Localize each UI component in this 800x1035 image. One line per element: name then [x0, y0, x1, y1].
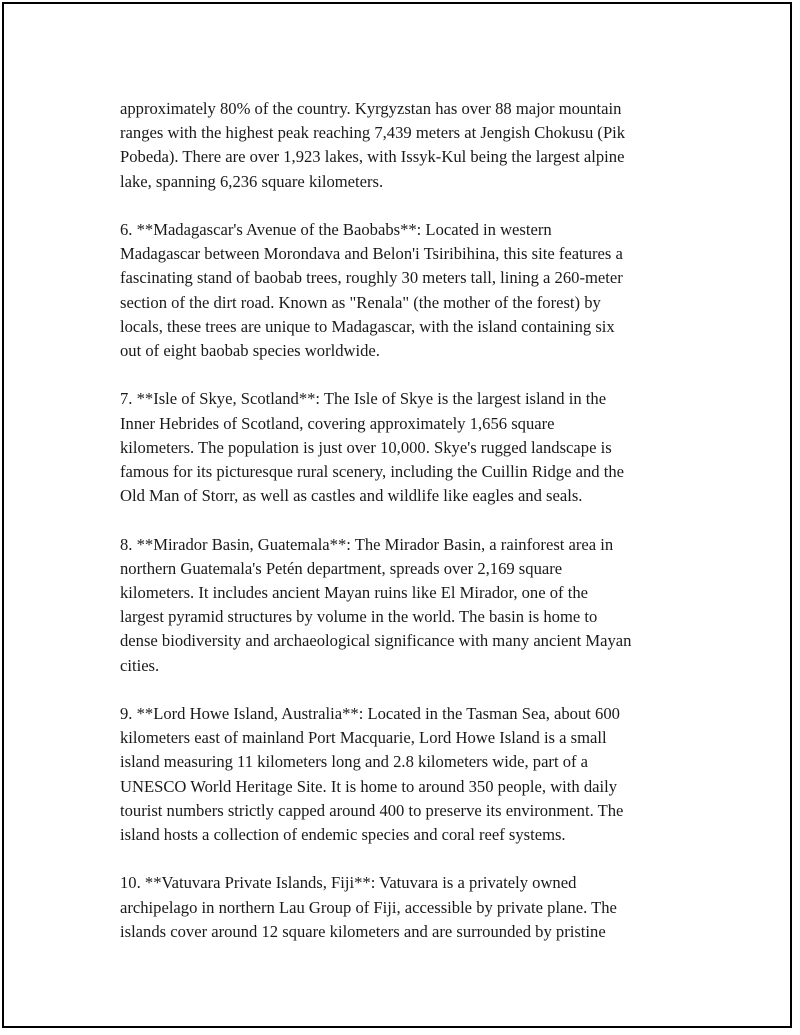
text-line: out of eight baobab species worldwide. — [120, 341, 380, 361]
text-line: dense biodiversity and archaeological significance with many ancient Mayan — [120, 631, 632, 651]
text-line: 6. **Madagascar's Avenue of the Baobabs**: Located in western — [120, 220, 552, 239]
text-line: island measuring 11 kilometers long and 2.8 kilometers wide, part of a — [120, 752, 589, 772]
text-line: fascinating stand of baobab trees, roughly 30 meters tall, lining a 260-meter — [120, 268, 623, 288]
paragraph — [120, 97, 700, 194]
text-line: kilometers. It includes ancient Mayan ruins like El Mirador, one of the — [120, 583, 588, 603]
body-text — [120, 97, 700, 968]
text-line: kilometers. The population is just over 10,000. Skye's rugged landscape is — [120, 437, 612, 457]
text-line: famous for its picturesque rural scenery, including the Cuillin Ridge and the — [120, 462, 624, 482]
paragraph — [120, 871, 700, 944]
document-page — [2, 2, 792, 1028]
text-line: section of the dirt road. Known as "Renala" (the mother of the forest) by — [120, 292, 601, 312]
text-line: archipelago in northern Lau Group of Fiji, accessible by private plane. The — [120, 897, 617, 917]
text-line: Old Man of Storr, as well as castles and wildlife like eagles and seals. — [120, 486, 583, 506]
text-line: Inner Hebrides of Scotland, covering approximately 1,656 square — [120, 413, 555, 433]
paragraph — [120, 533, 700, 678]
text-line: Pobeda). There are over 1,923 lakes, with Issyk-Kul being the largest alpine — [120, 147, 625, 167]
text-line: island hosts a collection of endemic species and coral reef systems. — [120, 825, 566, 845]
text-line: approximately 80% of the country. Kyrgyzstan has over 88 major mountain — [120, 99, 622, 118]
text-line: 9. **Lord Howe Island, Australia**: Located in the Tasman Sea, about 600 — [120, 704, 620, 724]
paragraph — [120, 702, 700, 847]
paragraph — [120, 387, 700, 508]
text-line: northern Guatemala's Petén department, spreads over 2,169 square — [120, 558, 563, 578]
text-line: islands cover around 12 square kilometers and are surrounded by pristine — [120, 921, 606, 941]
text-line: lake, spanning 6,236 square kilometers. — [120, 171, 384, 191]
text-line: Madagascar between Morondava and Belon'i Tsiribihina, this site features a — [120, 244, 623, 264]
paragraph — [120, 218, 700, 363]
text-line: largest pyramid structures by volume in the world. The basin is home to — [120, 607, 598, 627]
text-line: cities. — [120, 655, 160, 675]
text-line: tourist numbers strictly capped around 400 to preserve its environment. The — [120, 800, 624, 820]
text-line: 10. **Vatuvara Private Islands, Fiji**: Vatuvara is a privately owned — [120, 873, 577, 893]
text-line: locals, these trees are unique to Madagascar, with the island containing six — [120, 316, 615, 336]
text-line: kilometers east of mainland Port Macquarie, Lord Howe Island is a small — [120, 728, 607, 748]
text-line: UNESCO World Heritage Site. It is home to around 350 people, with daily — [120, 776, 618, 796]
text-line: ranges with the highest peak reaching 7,439 meters at Jengish Chokusu (Pik — [120, 123, 626, 143]
text-line: 7. **Isle of Skye, Scotland**: The Isle of Skye is the largest island in the — [120, 389, 607, 409]
text-line: 8. **Mirador Basin, Guatemala**: The Mirador Basin, a rainforest area in — [120, 534, 614, 554]
